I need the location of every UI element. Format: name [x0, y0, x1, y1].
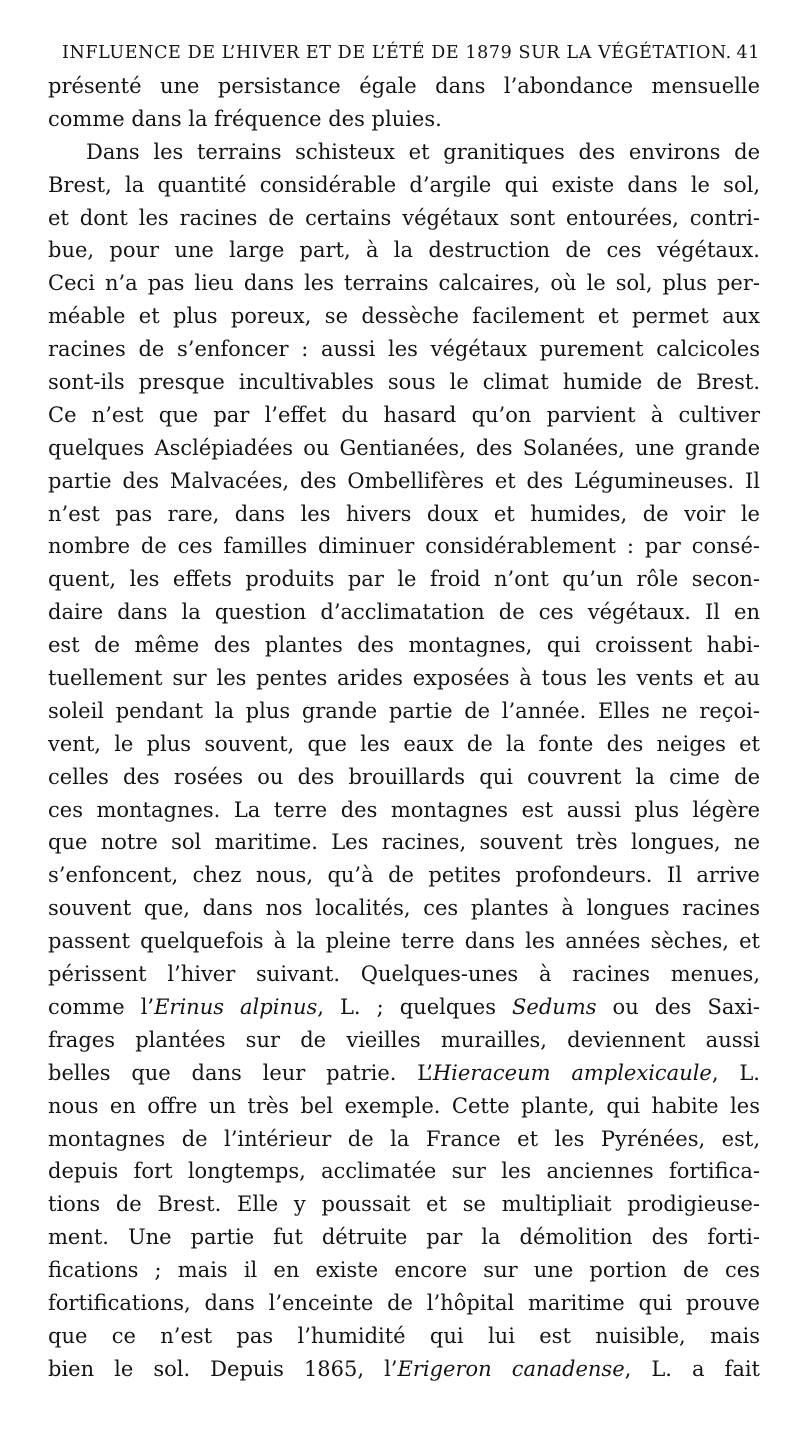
text-line: présenté une persistance égale dans l’abondance mensuelle [48, 74, 760, 98]
text-line: Dans les terrains schisteux et granitiques des environs de [86, 139, 760, 164]
text-segment: , L. a fait [624, 1356, 760, 1381]
text-line: nous en offre un très bel exemple. Cette plante, qui habite les [48, 1093, 760, 1118]
species-name: Hieraceum amplexicaule [432, 1060, 712, 1085]
text-line: Brest, la quantité considérable d’argile qui existe dans le sol, [48, 172, 760, 197]
text-line: que notre sol maritime. Les racines, souvent très longues, ne [48, 830, 760, 855]
text-line: périssent l’hiver suivant. Quelques-unes à racines menues, [48, 962, 760, 987]
text-segment: , L. ; quelques [317, 994, 513, 1019]
species-name: Erinus alpinus [154, 994, 318, 1019]
running-head [62, 40, 760, 70]
text-line: est de même des plantes des montagnes, qui croissent habi- [48, 633, 760, 658]
book-page [48, 40, 760, 1386]
text-line: fications ; mais il en existe encore sur une portion de ces [48, 1258, 760, 1283]
text-line: ment. Une partie fut détruite par la démolition des forti- [48, 1225, 760, 1250]
text-line: celles des rosées ou des brouillards qui couvrent la cime de [48, 764, 760, 789]
page-number: 41 [736, 43, 760, 63]
body-text [48, 70, 760, 1386]
text-line: passent quelquefois à la pleine terre dans les années sèches, et [48, 929, 760, 954]
text-line: et dont les racines de certains végétaux sont entourées, contri- [48, 205, 760, 230]
species-name: Sedums [512, 994, 597, 1019]
running-title: INFLUENCE DE L’HIVER ET DE L’ÉTÉ DE 1879 SUR LA VÉGÉTATION. [62, 43, 732, 63]
text-line [48, 1353, 760, 1386]
text-line: souvent que, dans nos localités, ces plantes à longues racines [48, 896, 760, 921]
text-line: quelques Asclépiadées ou Gentianées, des Solanées, une grande [48, 435, 760, 460]
text-line: Ce n’est que par l’effet du hasard qu’on parvient à cultiver [48, 402, 760, 427]
text-line: Ceci n’a pas lieu dans les terrains calcaires, où le sol, plus per- [48, 271, 760, 296]
text-line: ces montagnes. La terre des montagnes est aussi plus légère [48, 797, 760, 822]
text-line: que ce n’est pas l’humidité qui lui est nuisible, mais [48, 1323, 760, 1348]
text-line: soleil pendant la plus grande partie de l’année. Elles ne reçoi- [48, 698, 760, 723]
text-line: racines de s’enfoncer : aussi les végétaux purement calcicoles [48, 337, 760, 362]
text-line: vent, le plus souvent, que les eaux de la fonte des neiges et [48, 731, 760, 756]
text-line: partie des Malvacées, des Ombellifères et des Légumineuses. Il [48, 468, 760, 493]
text-line: n’est pas rare, dans les hivers doux et humides, de voir le [48, 501, 760, 526]
text-segment: comme l’ [48, 994, 155, 1019]
text-line: quent, les effets produits par le froid n’ont qu’un rôle secon- [48, 567, 760, 592]
text-segment: belles que dans leur patrie. L’ [48, 1060, 433, 1085]
text-segment: ou des Saxi- [596, 994, 761, 1019]
text-line: depuis fort longtemps, acclimatée sur les anciennes fortifica- [48, 1159, 760, 1184]
text-line: montagnes de l’intérieur de la France et les Pyrénées, est, [48, 1126, 760, 1151]
text-line: s’enfoncent, chez nous, qu’à de petites profondeurs. Il arrive [48, 863, 760, 888]
text-line: daire dans la question d’acclimatation de ces végétaux. Il en [48, 600, 760, 625]
text-segment: , L. [711, 1060, 760, 1085]
text-line [48, 991, 760, 1024]
text-line: méable et plus poreux, se dessèche facilement et permet aux [48, 304, 760, 329]
text-line: nombre de ces familles diminuer considérablement : par consé- [48, 534, 760, 559]
species-name: Erigeron canadense [397, 1356, 625, 1381]
text-line: comme dans la fréquence des pluies. [48, 106, 442, 131]
text-line: tions de Brest. Elle y poussait et se multipliait prodigieuse- [48, 1192, 760, 1217]
text-line: tuellement sur les pentes arides exposées à tous les vents et au [48, 666, 760, 691]
text-line [48, 1057, 760, 1090]
text-line: fortifications, dans l’enceinte de l’hôpital maritime qui prouve [48, 1290, 760, 1315]
text-line: bue, pour une large part, à la destruction de ces végétaux. [48, 238, 760, 263]
text-line: frages plantées sur de vieilles murailles, deviennent aussi [48, 1027, 760, 1052]
text-line: sont-ils presque incultivables sous le climat humide de Brest. [48, 370, 760, 395]
text-segment: bien le sol. Depuis 1865, l’ [48, 1356, 398, 1381]
